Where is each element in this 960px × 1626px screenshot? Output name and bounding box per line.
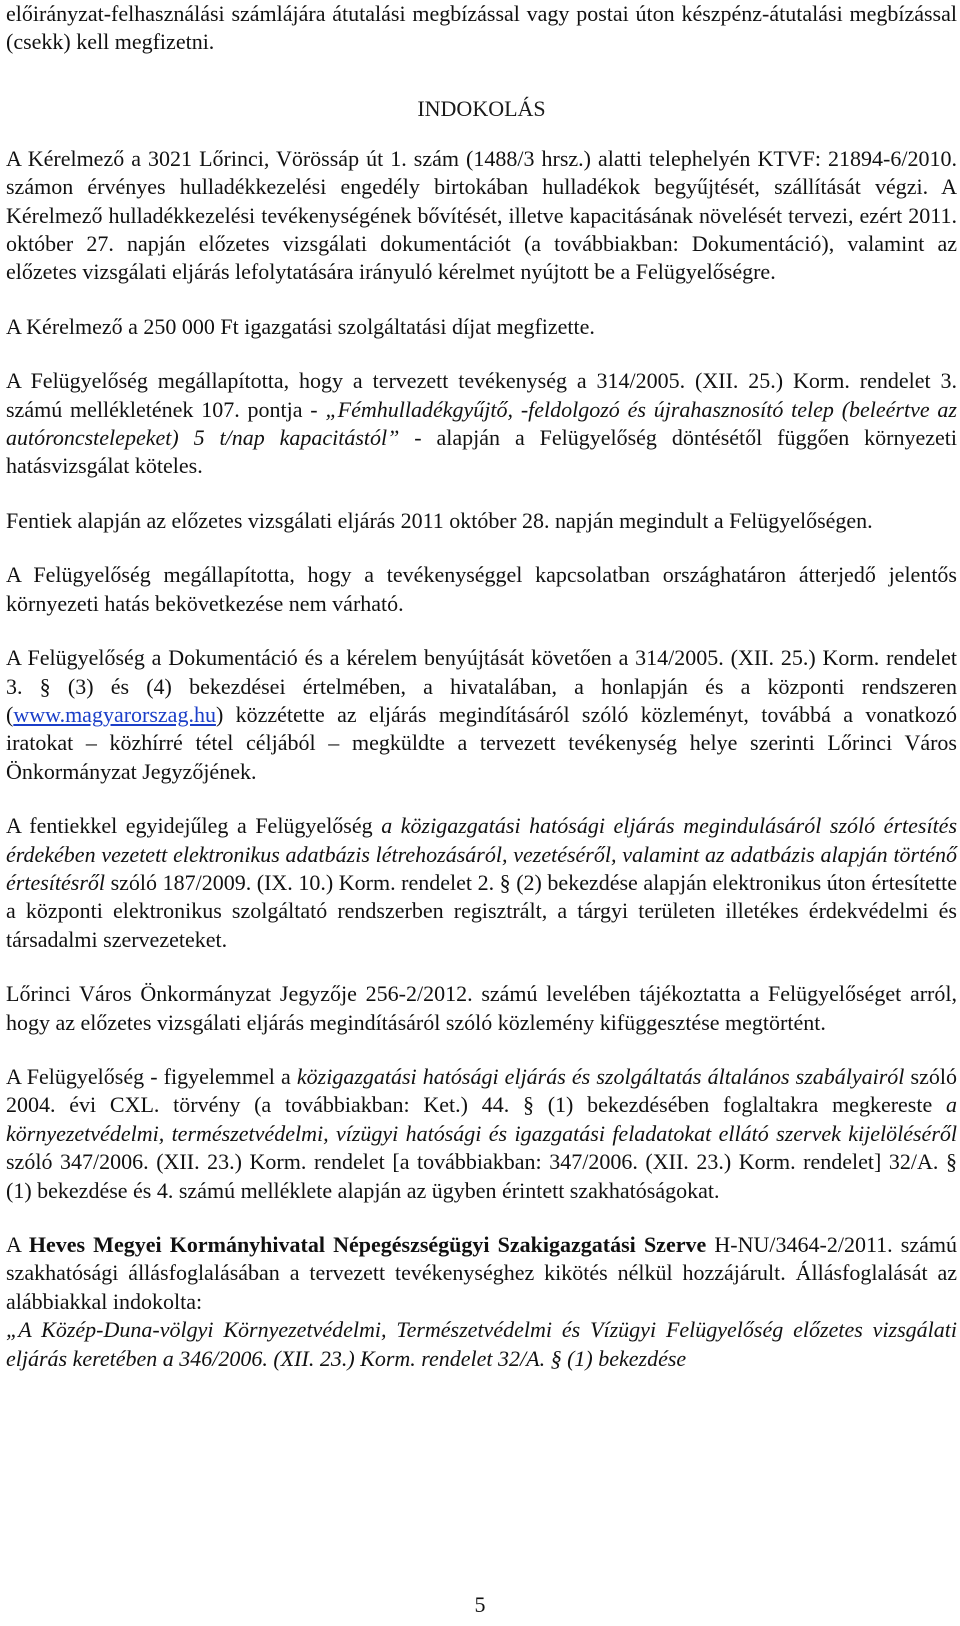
text-segment: szóló 187/2009. (IX. 10.) Korm. rendelet 2. § (2) bekezdése alapján elektronikus úton értesítette a központi elektronikus szolgáltató rendszerben regisztrált, a tárgyi területen illetékes érdekvédelmi és társadalmi szervezeteket.	[6, 869, 957, 952]
text-segment: A Felügyelőség a Dokumentáció és a kérelem benyújtását követően a 314/2005. (XII. 25.) Korm. rendelet 3. § (3) és (4) bekezdései értelmében, a hivatalában, a honlapján és a központi rendszeren (	[6, 645, 957, 727]
quoted-category-italic: „Fémhulladékgyűjtő, -feldolgozó és újrahasznosító telep (beleértve az autóroncstelepeket) 5 t/nap kapacitástól”	[6, 396, 957, 451]
paragraph-payment-instruction: előirányzat-felhasználási számlájára átutalási megbízással vagy postai úton készpénz-átutalási megbízással (csekk) kell megfizetni.	[6, 1, 957, 55]
paragraph-transboundary: A Felügyelőség megállapította, hogy a tevékenységgel kapcsolatban országhatáron átterjedő jelentős környezeti hatás bekövetkezése nem várható.	[6, 562, 957, 616]
decree-title-italic: a környezetvédelmi, természetvédelmi, vízügyi hatósági és igazgatási feladatokat ellátó szervek kijelöléséről	[6, 1092, 957, 1146]
quoted-reasoning-italic: „A Közép-Duna-völgyi Környezetvédelmi, Természetvédelmi és Vízügyi Felügyelőség előzetes vizsgálati eljárás keretében a 346/2006. (XII. 23.) Korm. rendelet 32/A. § (1) bekezdése	[6, 1317, 957, 1371]
authority-name-bold: Heves Megyei Kormányhivatal Népegészségügyi Szakigazgatási Szerve	[28, 1232, 707, 1257]
text-segment: ) közzétette az eljárás megindításáról szóló közleményt, továbbá a vonatkozó iratokat – közhírré tétel céljából – megküldte a tervezett tevékenység helye szerinti Lőrinci Város Önkormányzat Jegyzőjének.	[6, 701, 957, 784]
paragraph-fee: A Kérelmező a 250 000 Ft igazgatási szolgáltatási díjat megfizette.	[6, 313, 595, 339]
document-body	[6, 0, 957, 1373]
text-segment: A fentiekkel egyidejűleg a Felügyelőség	[6, 813, 382, 839]
paragraph-authorities	[6, 1063, 957, 1205]
text-segment: H-NU/3464-2/2011. számú szakhatósági állásfoglalásában a tervezett tevékenységhez kikötés nélkül hozzájárult. Állásfoglalását az alábbiakkal indokolta:	[6, 1232, 957, 1314]
regulation-title-italic: a közigazgatási hatósági eljárás megindulásáról szóló értesítés érdekében vezetett elektronikus adatbázis létrehozásáról, vezetéséről, valamint az adatbázis alapján történő értesítésről	[6, 813, 958, 895]
paragraph-procedure-start: Fentiek alapján az előzetes vizsgálati eljárás 2011 október 28. napján megindult a Felügyelőségen.	[6, 507, 873, 533]
text-segment: szóló 2004. évi CXL. törvény (a továbbiakban: Ket.) 44. § (1) bekezdésében foglaltakra megkereste	[6, 1063, 957, 1118]
text-segment: A	[6, 1232, 29, 1257]
text-segment: szóló 347/2006. (XII. 23.) Korm. rendelet [a továbbiakban: 347/2006. (XII. 23.) Korm. rendelet] 32/A. § (1) bekezdése és 4. számú melléklete alapján az ügyben érintett szakhatóságokat.	[6, 1149, 957, 1203]
text-segment: - alapján a Felügyelőség döntésétől függően környezeti hatásvizsgálat köteles.	[6, 425, 958, 479]
law-title-italic: közigazgatási hatósági eljárás és szolgáltatás általános szabályairól	[296, 1063, 905, 1089]
page-number: 5	[474, 1592, 486, 1617]
magyarorszag-link[interactable]: www.magyarorszag.hu	[13, 701, 216, 727]
paragraph-applicant	[6, 145, 957, 287]
paragraph-health-authority	[6, 1231, 957, 1316]
text-segment: A Felügyelőség megállapította, hogy a tervezett tevékenység a 314/2005. (XII. 25.) Korm. rendelet 3. számú mellékletének 107. pontja -	[6, 368, 957, 422]
paragraph-publication	[6, 644, 957, 786]
paragraph-activity-classification	[6, 367, 957, 481]
paragraph-notary-letter: Lőrinci Város Önkormányzat Jegyzője 256-2/2012. számú levelében tájékoztatta a Felügyelőséget arról, hogy az előzetes vizsgálati eljárás megindításáról szóló közlemény kifüggesztése megtörtént.	[6, 981, 957, 1035]
paragraph-applicant-text: A Kérelmező a 3021 Lőrinci, Vörössáp út 1. szám (1488/3 hrsz.) alatti telephelyén KTVF: 21894-6/2010. számon érvényes hulladékkezelési engedély birtokában hulladékok begyűjtését, szállítását végzi. A Kérelmező hulladékkezelési tevékenységének bővítését, illetve kapacitásának növelését tervezi, ezért 2011. október 27. napján előzetes vizsgálati dokumentációt (a továbbiakban: Dokumentáció), valamint az előzetes vizsgálati eljárás lefolytatására irányuló kérelmet nyújtott be a Felügyelőségre.	[6, 145, 957, 285]
text-segment: A Felügyelőség - figyelemmel a	[6, 1063, 297, 1089]
section-heading: INDOKOLÁS	[417, 95, 546, 121]
paragraph-electronic-notification	[6, 812, 957, 954]
paragraph-quoted-reasoning	[6, 1316, 957, 1373]
